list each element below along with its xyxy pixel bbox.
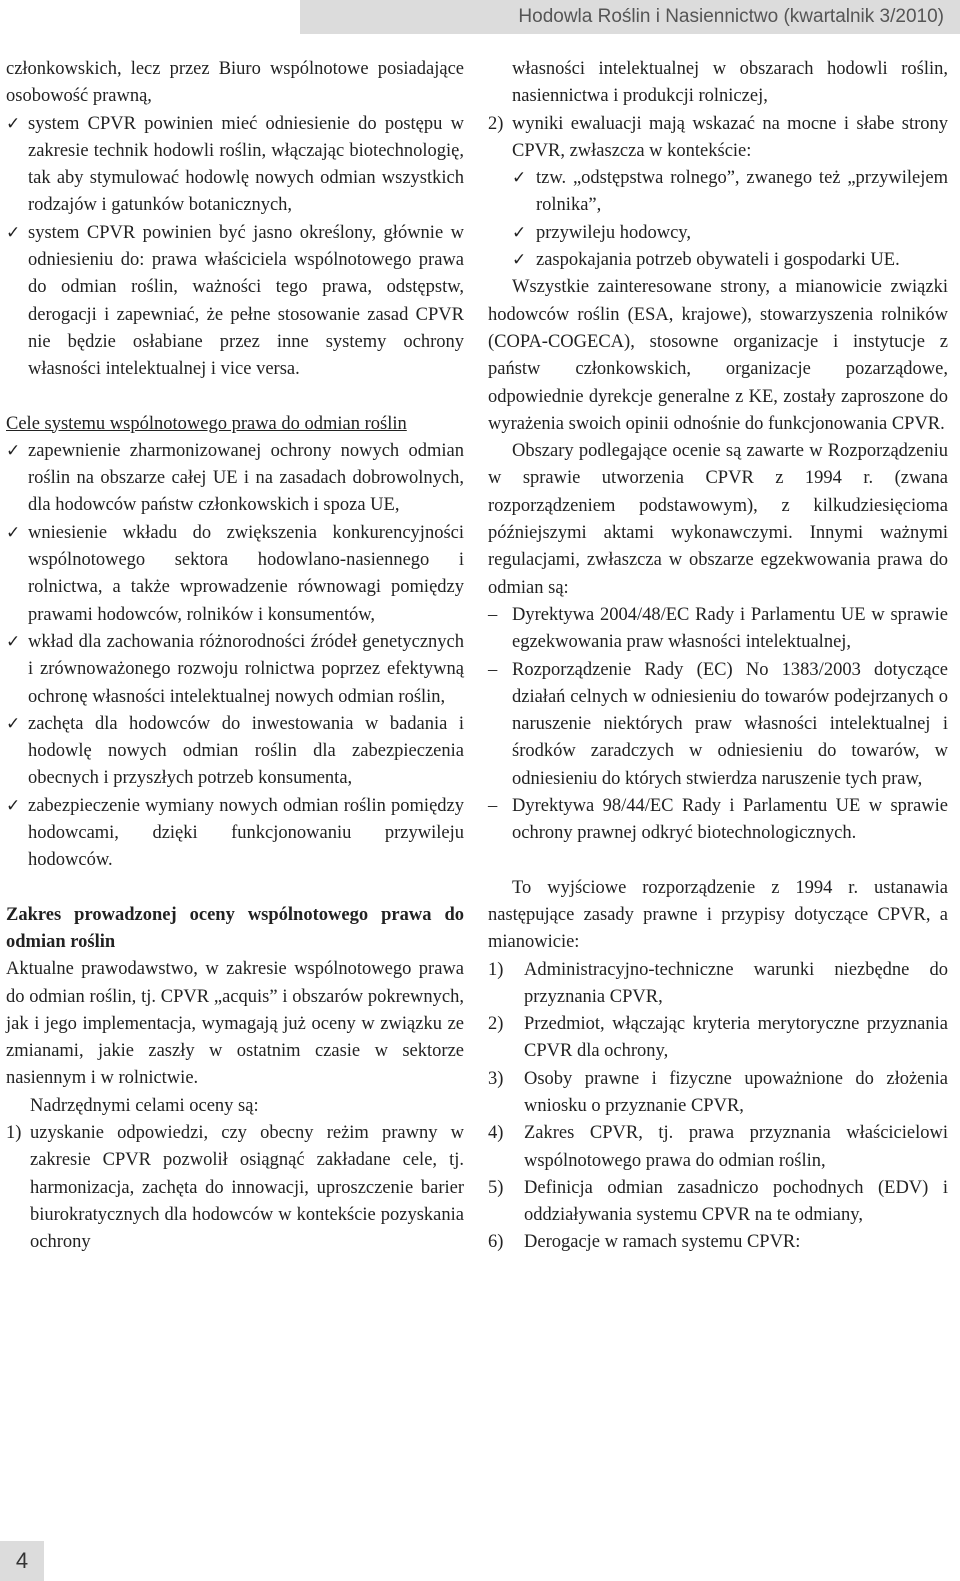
checkmark-icon: ✓ [6, 113, 21, 134]
checkmark-icon: ✓ [6, 222, 21, 243]
checkmark-icon: ✓ [6, 522, 21, 543]
list-item: ✓ zachęta dla hodowców do inwestowania w badania i hodowlę nowych odmian roślin dla zabezpieczenia obecnych i przyszłych potrzeb konsumenta, [6, 711, 464, 793]
list-item: ✓ przywileju hodowcy, [512, 220, 948, 247]
list-item: 1) Administracyjno-techniczne warunki niezbędne do przyznania CPVR, [488, 959, 948, 1007]
list-item: – Dyrektywa 2004/48/EC Rady i Parlamentu UE w sprawie egzekwowania praw własności intelektualnej, [488, 604, 948, 653]
list-item: ✓ wniesienie wkładu do zwiększenia konkurencyjności wspólnotowego sektora hodowlano-nasiennego i rolnictwa, a także wprowadzenie równowagi pomiędzy prawami hodowców, rolników i konsumentów, [6, 520, 464, 629]
list-item: ✓ system CPVR powinien być jasno określony, głównie w odniesieniu do: prawa właściciela wspólnotowego prawa do odmian roślin, ważności tego prawa, odstępstw, derogacji i zapewniać, że pełne stosowanie zasad CPVR nie będzie osłabiane przez inne systemy ochrony własności intelektualnej i vice versa. [6, 220, 464, 384]
list-item: 3) Osoby prawne i fizyczne upoważnione do złożenia wniosku o przyznanie CPVR, [488, 1068, 948, 1116]
aim1-continuation: własności intelektualnej w obszarach hodowli roślin, nasiennictwa i produkcji rolniczej, [512, 59, 948, 107]
journal-header [300, 0, 960, 34]
list-item: 4) Zakres CPVR, tj. prawa przyznania właścicielowi wspólnotowego prawa do odmian roślin, [488, 1123, 948, 1171]
scope-text: Aktualne prawodawstwo, w zakresie wspólnotowego prawa do odmian roślin, tj. CPVR „acquis” i obszarów pokrewnych, jak i jego implementacja, wymagają już oceny w związku ze zmianami, jakie zaszły w ostatnim czasie w sektorze nasiennym i w rolnictwie. [6, 959, 464, 1089]
aim-item: 2) wyniki ewaluacji mają wskazać na mocne i słabe strony CPVR, zwłaszcza w kontekście: [488, 113, 948, 161]
checkmark-icon: ✓ [6, 795, 21, 816]
list-item: ✓ zapewnienie zharmonizowanej ochrony nowych odmian roślin na obszarze całej UE i na zasadach dobrowolnych, dla hodowców państw członkowskich i spoza UE, [6, 438, 464, 520]
scope-heading: Zakres prowadzonej oceny wspólnotowego prawa do odmian roślin [6, 904, 464, 952]
left-column [6, 56, 464, 1256]
list-item: – Rozporządzenie Rady (EC) No 1383/2003 dotyczące działań celnych w odniesieniu do towarów podejrzanych o naruszenie niektórych praw własności intelektualnej i środków zaradczych w odniesieniu do towarów, w odniesieniu do których stwierdza naruszenie tych praw, [488, 659, 948, 789]
list-item: ✓ zabezpieczenie wymiany nowych odmian roślin pomiędzy hodowcami, dzięki funkcjonowaniu przywileju hodowców. [6, 793, 464, 875]
list-item: 2) Przedmiot, włączając kryteria merytoryczne przyznania CPVR dla ochrony, [488, 1014, 948, 1062]
right-column [488, 56, 948, 1257]
checkmark-icon: ✓ [6, 631, 21, 652]
list-item: ✓ zaspokajania potrzeb obywateli i gospodarki UE. [512, 247, 948, 274]
checkmark-icon: ✓ [512, 168, 527, 189]
aims-intro: Nadrzędnymi celami oceny są: [30, 1095, 259, 1116]
page-number: 4 [0, 1541, 44, 1581]
paragraph: Wszystkie zainteresowane strony, a mianowicie związki hodowców roślin (ESA, krajowe), stowarzyszenia rolników (COPA-COGECA), stosowne organizacje i instytucje z państw członkowskich, organizacje pozarządowe, odpowiednie dyrekcje generalne z KE, zostały zaproszone do wyrażenia swoich opinii odnośnie do funkcjonowania CPVR. [488, 277, 948, 434]
aim-item: 1) uzyskanie odpowiedzi, czy obecny reżim prawny w zakresie CPVR pozwolił osiągnąć zakładane cele, tj. harmonizacja, zachęta do innowacji, uproszczenie barier biurokratycznych dla hodowców w kontekście pozyskania ochrony [6, 1122, 464, 1253]
list-item: 5) Definicja odmian zasadniczo pochodnych (EDV) i oddziaływania systemu CPVR na te odmiany, [488, 1177, 948, 1226]
list-item: ✓ wkład dla zachowania różnorodności źródeł genetycznych i zrównoważonego rozwoju rolnictwa poprzez efektywną ochronę własności intelektualnej nowych odmian roślin, [6, 629, 464, 711]
checkmark-icon: ✓ [6, 440, 21, 461]
intro-text: członkowskich, lecz przez Biuro wspólnotowe posiadające osobowość prawną, [6, 59, 464, 107]
paragraph: Obszary podlegające ocenie są zawarte w Rozporządzeniu w sprawie utworzenia CPVR z 1994 r. (zwana rozporządzeniem podstawowym), z kilkudziesięcioma późniejszymi aktami wykonawczymi. Innymi ważnymi regulacjami, zwłaszcza w obszarze egzekwowania prawa do odmian są: [488, 441, 948, 598]
journal-title: Hodowla Roślin i Nasiennictwo (kwartalnik 3/2010) [518, 6, 944, 27]
goals-heading: Cele systemu wspólnotowego prawa do odmian roślin [6, 413, 407, 434]
checkmark-icon: ✓ [512, 222, 527, 243]
list-item: – Dyrektywa 98/44/EC Rady i Parlamentu UE w sprawie ochrony prawnej odkryć biotechnologicznych. [488, 796, 948, 844]
checkmark-icon: ✓ [6, 713, 21, 734]
list-item: 6) Derogacje w ramach systemu CPVR: [488, 1232, 801, 1253]
checkmark-icon: ✓ [512, 250, 527, 271]
paragraph: To wyjściowe rozporządzenie z 1994 r. ustanawia następujące zasady prawne i przypisy dotyczące CPVR, a mianowicie: [488, 877, 948, 953]
list-item: ✓ system CPVR powinien mieć odniesienie do postępu w zakresie technik hodowli roślin, włączając biotechnologię, tak aby stymulować hodowlę nowych odmian wszystkich rodzajów i gatunków botanicznych, [6, 111, 464, 220]
list-item: ✓ tzw. „odstępstwa rolnego”, zwanego też „przywilejem rolnika”, [512, 165, 948, 220]
